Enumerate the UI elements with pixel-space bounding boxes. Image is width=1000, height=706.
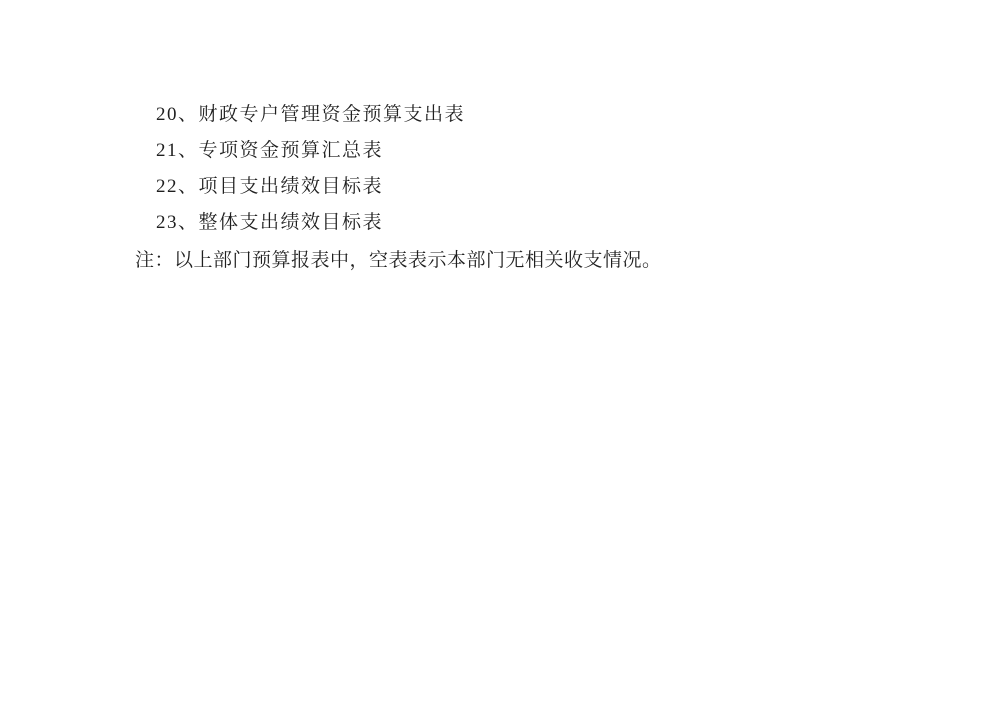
list-item-21: 21、专项资金预算汇总表 <box>156 140 384 161</box>
note-text: 注：以上部门预算报表中，空表表示本部门无相关收支情况。 <box>135 250 662 271</box>
list-item-20: 20、财政专户管理资金预算支出表 <box>156 104 466 125</box>
list-item-22: 22、项目支出绩效目标表 <box>156 176 384 197</box>
list-item-23: 23、整体支出绩效目标表 <box>156 212 384 233</box>
